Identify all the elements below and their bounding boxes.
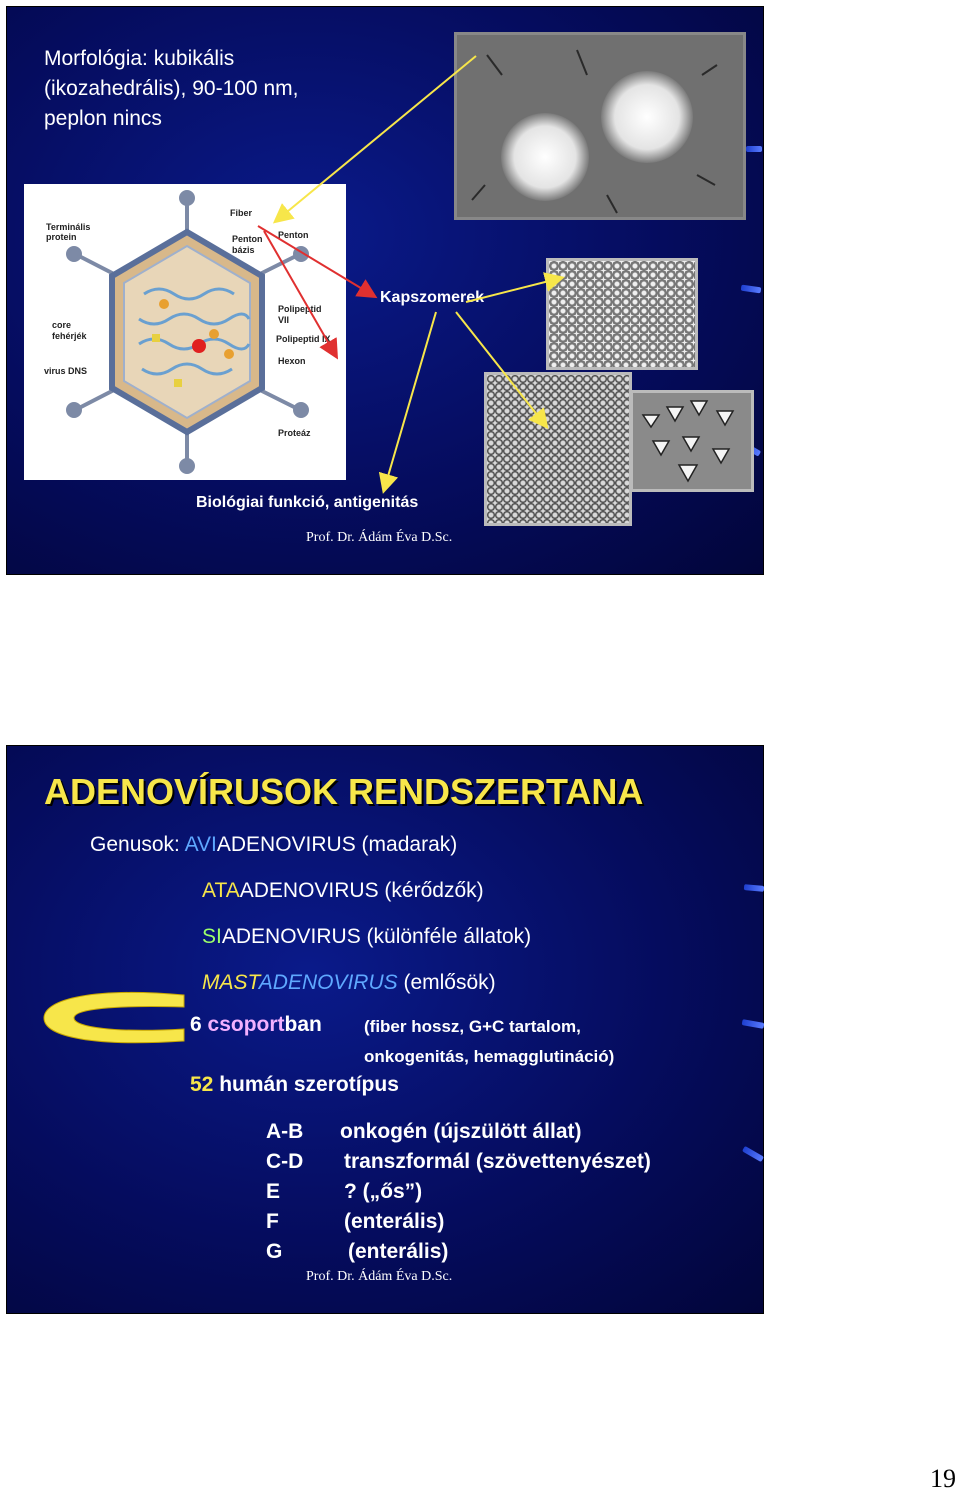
- label-polipeptid-vii: Polipeptid VII: [278, 304, 322, 325]
- label-fiber: Fiber: [230, 208, 253, 218]
- group-code: F: [266, 1210, 279, 1233]
- decor-bar: [744, 884, 764, 892]
- group-row: [266, 1117, 651, 1147]
- genus-name: ADENOVIRUS: [258, 971, 398, 994]
- groups-count: 6: [190, 1013, 208, 1036]
- curved-arrow: [34, 983, 204, 1053]
- genus-name: ADENOVIRUS (különféle állatok): [221, 925, 532, 948]
- genus-prefix: Genusok:: [90, 833, 185, 856]
- group-code: C-D: [266, 1150, 304, 1173]
- group-desc: transzformál (szövettenyészet): [344, 1150, 651, 1173]
- group-desc: (enterális): [348, 1240, 449, 1263]
- label-proteaz: Proteáz: [278, 428, 311, 438]
- group-code: G: [266, 1240, 283, 1263]
- group-code: E: [266, 1180, 281, 1203]
- label-terminal-protein: Terminális protein: [46, 222, 91, 242]
- slide-morphology: [6, 6, 764, 575]
- genus-line-si: [202, 925, 531, 949]
- slide2-footer: Prof. Dr. Ádám Éva D.Sc.: [306, 1269, 453, 1284]
- group-desc: ? („ős”): [344, 1180, 423, 1203]
- group-row: [266, 1237, 651, 1267]
- page-number: 19: [930, 1464, 956, 1493]
- genus-line-mast: [202, 971, 496, 995]
- decor-bar: [742, 1019, 764, 1029]
- genus-line-avi: [90, 833, 457, 857]
- decor-bar: [742, 1146, 764, 1162]
- group-row: [266, 1207, 651, 1237]
- genus-line-ata: [202, 879, 484, 903]
- human-serotypes-line: [190, 1073, 399, 1097]
- genus-highlight: SI: [202, 925, 222, 948]
- genus-highlight: AVI: [184, 833, 217, 856]
- genus-host: (emlősök): [397, 971, 496, 994]
- biological-function-label: Biológiai funkció, antigenitás: [196, 494, 419, 511]
- annotation-arrows: [6, 6, 764, 575]
- group-row: [266, 1147, 651, 1177]
- groups-line: [190, 1013, 322, 1037]
- slide1-footer: Prof. Dr. Ádám Éva D.Sc.: [306, 530, 453, 545]
- genus-highlight: ATA: [202, 879, 240, 902]
- group-code: A-B: [266, 1120, 304, 1143]
- slide-title: ADENOVÍRUSOK RENDSZERTANA: [44, 771, 644, 812]
- label-core-proteins: core fehérjék: [52, 320, 87, 341]
- genus-name: ADENOVIRUS (kérődzők): [239, 879, 484, 902]
- kapszomerek-label: Kapszomerek: [380, 289, 485, 306]
- group-row: [266, 1177, 651, 1207]
- label-hexon: Hexon: [278, 356, 306, 366]
- groups-criteria-line2: onkogenitás, hemagglutináció): [364, 1047, 615, 1066]
- group-desc: (enterális): [344, 1210, 445, 1233]
- groups-table: [266, 1117, 651, 1267]
- serotype-count: 52: [190, 1073, 214, 1096]
- groups-suffix: ban: [284, 1013, 322, 1036]
- groups-criteria-line1: (fiber hossz, G+C tartalom,: [364, 1017, 581, 1036]
- label-penton: Penton: [278, 230, 309, 240]
- genus-name: ADENOVIRUS (madarak): [216, 833, 458, 856]
- slide-taxonomy: [6, 745, 764, 1314]
- morphology-text: Morfológia: kubikális (ikozahedrális), 90-100 nm, peplon nincs: [44, 47, 299, 130]
- label-penton-bazis: Penton bázis: [232, 234, 263, 255]
- serotype-label: humán szerotípus: [213, 1073, 399, 1096]
- label-virus-dns: virus DNS: [44, 366, 88, 376]
- group-desc: onkogén (újszülött állat): [340, 1120, 582, 1143]
- label-polipeptid-ix: Polipeptid IX: [276, 334, 331, 344]
- genus-highlight: MAST: [202, 971, 259, 994]
- groups-highlight: csoport: [207, 1013, 285, 1036]
